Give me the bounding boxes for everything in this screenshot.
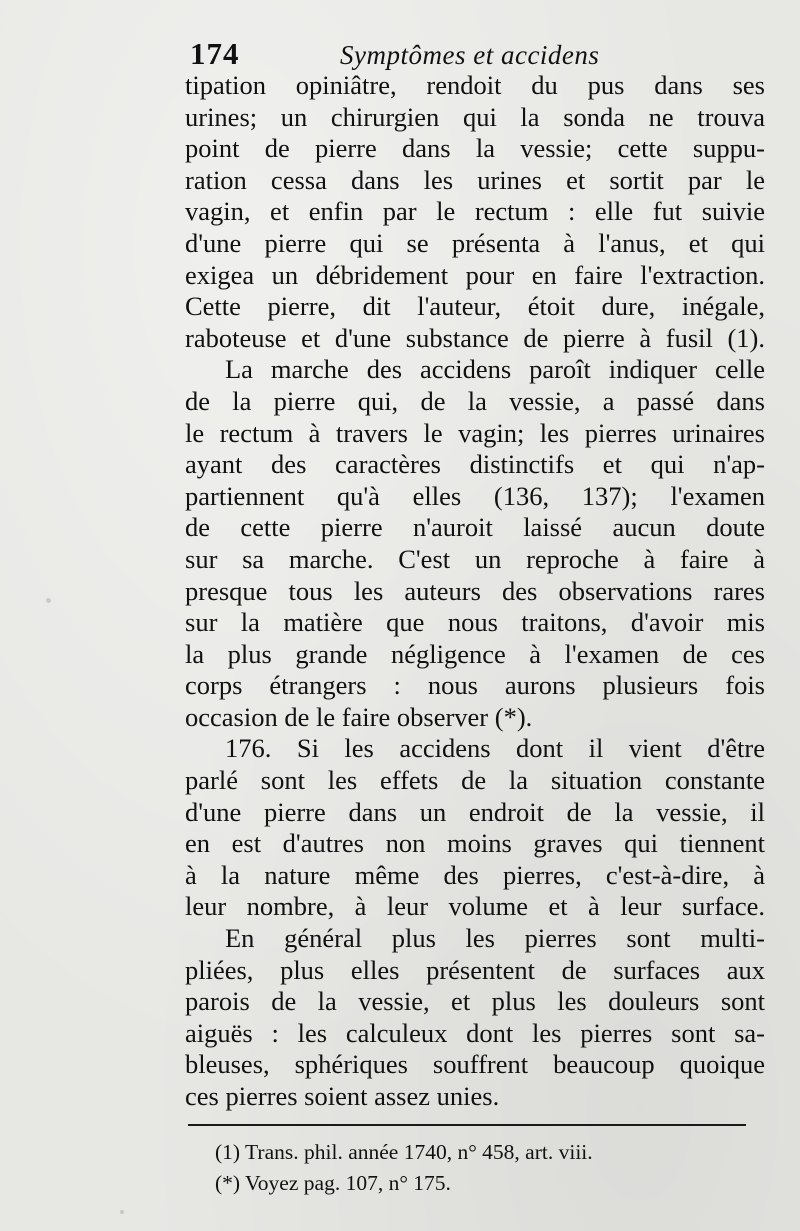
text-line: Cette pierre, dit l'auteur, étoit dure, inégale, bbox=[185, 291, 765, 322]
text-line: parlé sont les effets de la situation constante bbox=[185, 765, 765, 796]
text-line: partiennent qu'à elles (136, 137); l'examen bbox=[185, 480, 765, 511]
footnotes bbox=[215, 1137, 755, 1199]
text-line: aiguës : les calculeux dont les pierres sont sa- bbox=[185, 1017, 765, 1048]
text-line: vagin, et enfin par le rectum : elle fut suivie bbox=[185, 196, 765, 227]
text-line: bleuses, sphériques souffrent beaucoup quoique bbox=[185, 1049, 765, 1080]
text-line: leur nombre, à leur volume et à leur surface. bbox=[185, 891, 765, 922]
text-line: de cette pierre n'auroit laissé aucun doute bbox=[185, 512, 765, 543]
paper-speck bbox=[120, 1210, 124, 1214]
text-line: exigea un débridement pour en faire l'extraction. bbox=[185, 259, 765, 290]
text-line: point de pierre dans la vessie; cette suppu- bbox=[185, 133, 765, 164]
page-number: 174 bbox=[190, 36, 240, 71]
paragraph-end-line: ces pierres soient assez unies. bbox=[185, 1081, 500, 1111]
text-line: d'une pierre qui se présenta à l'anus, et qui bbox=[185, 227, 765, 258]
text-line: corps étrangers : nous aurons plusieurs fois bbox=[185, 670, 765, 701]
body-text bbox=[185, 70, 765, 1113]
paragraph-end-line: occasion de le faire observer (*). bbox=[185, 701, 533, 732]
text-line: en est d'autres non moins graves qui tiennent bbox=[185, 828, 765, 859]
text-line: de la pierre qui, de la vessie, a passé dans bbox=[185, 385, 765, 416]
footnote-1: (1) Trans. phil. année 1740, n° 458, art. viii. bbox=[215, 1140, 593, 1164]
text-line: le rectum à travers le vagin; les pierres urinaires bbox=[185, 417, 765, 448]
text-line: d'une pierre dans un endroit de la vessie, il bbox=[185, 796, 765, 827]
text-line: pliées, plus elles présentent de surfaces aux bbox=[185, 954, 765, 985]
text-line: raboteuse et d'une substance de pierre à fusil (1). bbox=[185, 322, 765, 353]
running-title: Symptômes et accidens bbox=[340, 40, 600, 70]
paragraph-start-line: La marche des accidens paroît indiquer celle bbox=[225, 354, 765, 385]
section-176-start-line: 176. Si les accidens dont il vient d'être bbox=[225, 733, 765, 764]
text-line: sur sa marche. C'est un reproche à faire à bbox=[185, 543, 765, 574]
text-line: parois de la vessie, et plus les douleurs sont bbox=[185, 986, 765, 1017]
text-line: tipation opiniâtre, rendoit du pus dans ses bbox=[185, 70, 765, 100]
paragraph-start-line: En général plus les pierres sont multi- bbox=[225, 923, 765, 954]
text-line: ayant des caractères distinctifs et qui n'ap- bbox=[185, 449, 765, 480]
text-line: ration cessa dans les urines et sortit par le bbox=[185, 164, 765, 195]
paper-speck bbox=[46, 598, 51, 603]
text-line: urines; un chirurgien qui la sonda ne trouva bbox=[185, 101, 765, 132]
footnote-star: (*) Voyez pag. 107, n° 175. bbox=[215, 1171, 451, 1195]
text-line: à la nature même des pierres, c'est-à-dire, à bbox=[185, 859, 765, 890]
text-line: sur la matière que nous traitons, d'avoir mis bbox=[185, 607, 765, 638]
footnote-rule bbox=[188, 1124, 746, 1126]
text-line: presque tous les auteurs des observations rares bbox=[185, 575, 765, 606]
text-line: la plus grande négligence à l'examen de ces bbox=[185, 638, 765, 669]
